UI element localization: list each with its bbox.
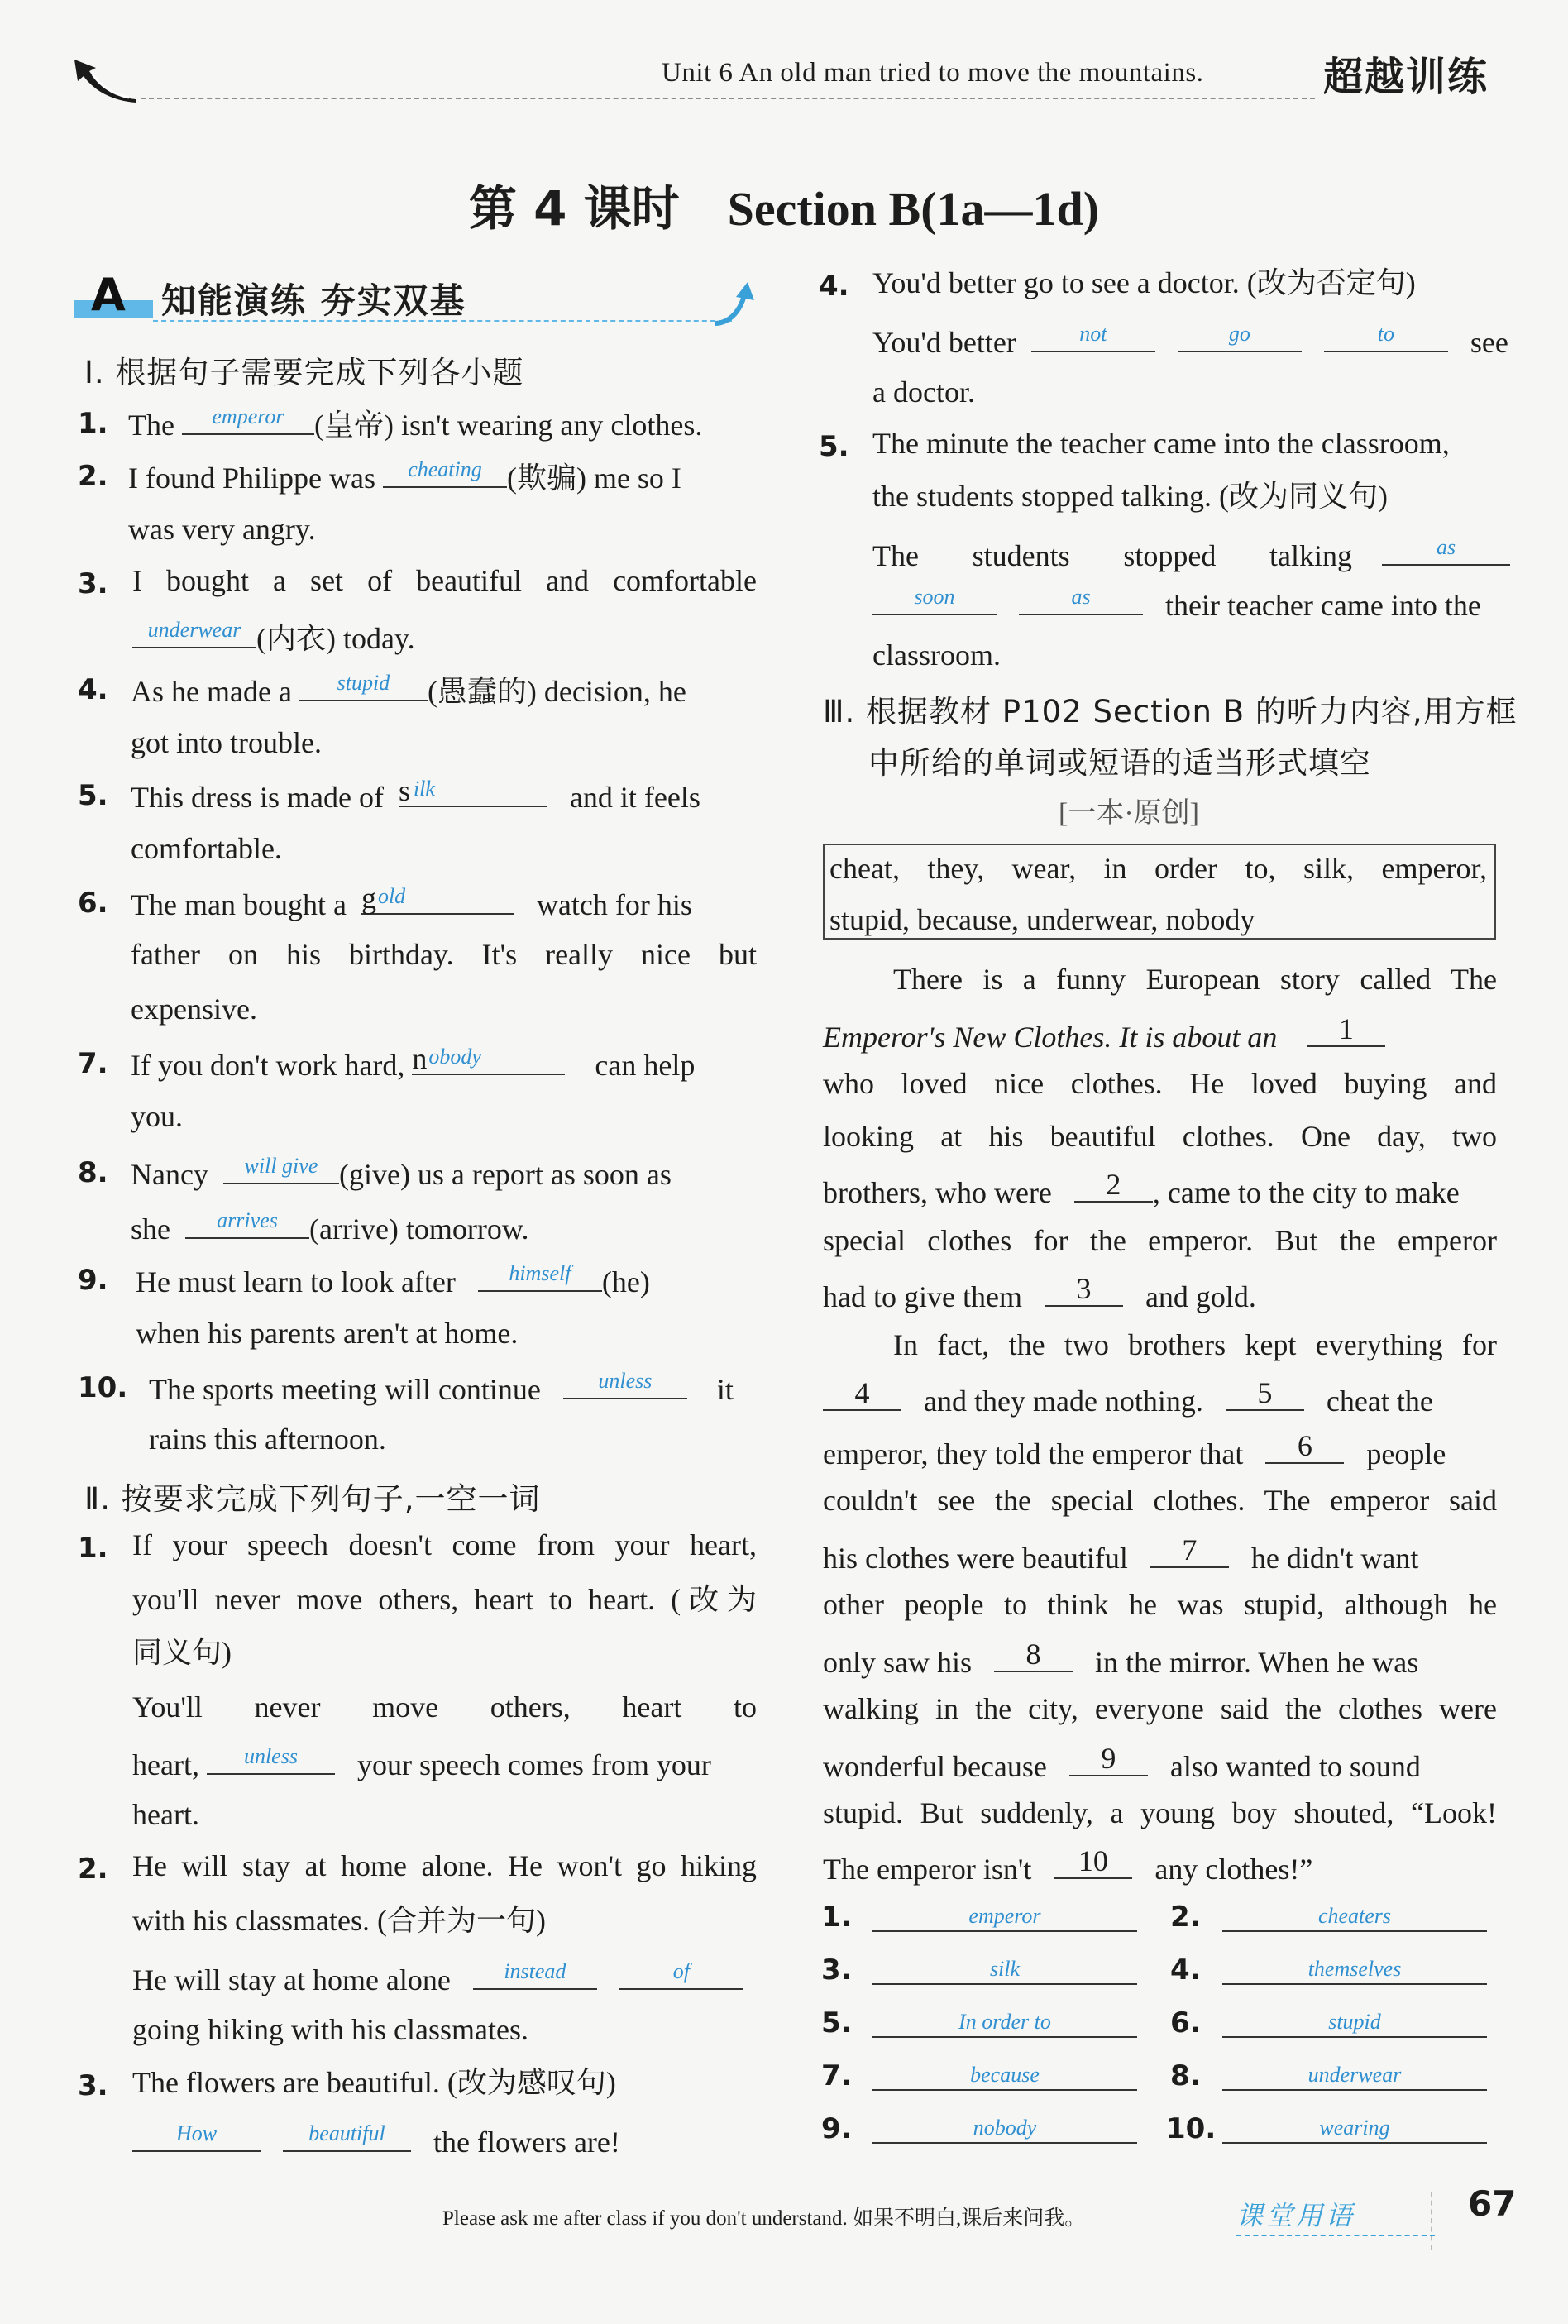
answer-blank: beautiful <box>283 2122 411 2152</box>
answer-number: 6. <box>1170 2006 1201 2039</box>
question-line: got into trouble. <box>131 726 322 759</box>
passage-blank: 3 <box>1045 1277 1123 1307</box>
question-line: This dress is made of s ilk and it feels <box>131 774 700 814</box>
answer-blank: himself <box>478 1262 602 1292</box>
answer-number: 3. <box>821 1953 852 1987</box>
question-line: she arrives (arrive) tomorrow. <box>131 1208 529 1246</box>
footer-divider <box>1236 2235 1435 2236</box>
answer-number: 10. <box>1166 2112 1217 2145</box>
section-name: Section B(1a—1d) <box>727 182 1100 236</box>
passage-blank: 1 <box>1307 1017 1385 1047</box>
passage-blank: 5 <box>1226 1381 1304 1411</box>
question-line: rains this afternoon. <box>149 1423 386 1456</box>
answer-number: 4. <box>1170 1953 1201 1987</box>
answer-blank: not <box>1031 323 1155 352</box>
answer-line: because <box>872 2061 1137 2091</box>
question-line: heart. <box>132 1798 199 1831</box>
q-number: 4. <box>78 673 108 706</box>
q-number: 3. <box>78 567 108 600</box>
question-line: underwear (内衣) today. <box>132 619 415 653</box>
part2-heading: Ⅱ. 按要求完成下列句子,一空一词 <box>84 1481 541 1517</box>
question-line: the students stopped talking. (改为同义句) <box>872 480 1388 513</box>
answer-blank: g old <box>361 885 514 915</box>
question-line: The flowers are beautiful. (改为感叹句) <box>132 2066 616 2099</box>
answer-line: cheaters <box>1222 1902 1487 1932</box>
q-number: 6. <box>78 887 108 920</box>
passage-line: only saw his 8 in the mirror. When he was <box>823 1638 1419 1679</box>
passage-line: emperor, they told the emperor that 6 people <box>823 1429 1446 1470</box>
part3-heading: Ⅲ. 根据教材 P102 Section B 的听力内容,用方框 <box>823 694 1518 729</box>
answer-blank: arrives <box>185 1209 309 1239</box>
passage-line: 4 and they made nothing. 5 cheat the <box>823 1381 1433 1416</box>
answer-number: 9. <box>821 2112 852 2145</box>
answer-number: 7. <box>821 2059 852 2092</box>
passage-blank: 4 <box>823 1381 901 1411</box>
question-line: Nancy will give (give) us a report as soon as <box>131 1154 672 1191</box>
passage-blank: 7 <box>1150 1538 1229 1568</box>
passage-blank: 8 <box>994 1643 1073 1672</box>
question-line: you. <box>131 1100 183 1133</box>
passage-line: who loved nice clothes. He loved buying and <box>823 1067 1497 1100</box>
passage-line: The emperor isn't 10 any clothes!” <box>823 1844 1313 1886</box>
answer-blank: stupid <box>299 672 428 701</box>
q-number: 1. <box>78 1532 108 1565</box>
banner-letter: A <box>91 269 126 321</box>
q-number: 1. <box>78 407 108 440</box>
passage-line: brothers, who were 2 , came to the city to make <box>823 1168 1460 1209</box>
answer-line: wearing <box>1222 2114 1487 2144</box>
answer-blank: How <box>132 2122 261 2152</box>
question-line: was very angry. <box>128 513 316 546</box>
question-line: classroom. <box>872 638 1001 672</box>
question-line: I bought a set of beautiful and comfortable <box>132 564 757 597</box>
answer-number: 8. <box>1170 2059 1201 2092</box>
question-line: If your speech doesn't come from your heart, <box>132 1528 757 1561</box>
lesson-number: 第 4 课时 <box>468 180 680 237</box>
q-number: 9. <box>78 1264 108 1297</box>
page-title <box>0 170 1568 239</box>
back-arrow-icon <box>71 56 137 104</box>
question-line: comfortable. <box>131 832 282 865</box>
question-line: 同义句) <box>132 1636 232 1669</box>
passage-blank: 10 <box>1054 1849 1132 1879</box>
word-box-line: cheat, they, wear, in order to, silk, emperor, <box>829 852 1487 885</box>
passage-line: couldn't see the special clothes. The emperor said <box>823 1484 1497 1517</box>
question-line: The students stopped talking as <box>872 536 1510 571</box>
answer-blank: go <box>1178 323 1302 352</box>
q-number: 3. <box>78 2069 108 2102</box>
passage-line: other people to think he was stupid, although he <box>823 1588 1497 1621</box>
question-line: You'd better not go to see <box>872 322 1508 359</box>
question-line: soon as their teacher came into the <box>872 586 1481 620</box>
part1-heading: Ⅰ. 根据句子需要完成下列各小题 <box>84 355 524 390</box>
question-line: The sports meeting will continue unless it <box>149 1369 734 1406</box>
question-line: You'd better go to see a doctor. (改为否定句) <box>872 266 1416 299</box>
question-line: How beautiful the flowers are! <box>132 2122 620 2157</box>
q-number: 7. <box>78 1047 108 1080</box>
question-line: a doctor. <box>872 375 975 409</box>
q-number: 5. <box>78 779 108 812</box>
curl-arrow-icon <box>711 277 761 327</box>
question-line: The minute the teacher came into the classroom, <box>872 427 1450 460</box>
answer-line: themselves <box>1222 1955 1487 1985</box>
section-banner <box>74 269 753 332</box>
answer-line: emperor <box>872 1902 1137 1932</box>
question-line: The emperor (皇帝) isn't wearing any clothes. <box>128 404 703 442</box>
answer-line: underwear <box>1222 2061 1487 2091</box>
footer-separator <box>1431 2192 1432 2250</box>
passage-line: stupid. But suddenly, a young boy shouted, “Look! <box>823 1796 1497 1829</box>
q-number: 4. <box>819 270 849 303</box>
passage-blank: 9 <box>1069 1747 1148 1776</box>
passage-line: wonderful because 9 also wanted to sound <box>823 1742 1421 1783</box>
source-tag: [一本·原创] <box>1059 798 1199 829</box>
question-line: with his classmates. (合并为一句) <box>132 1904 546 1937</box>
passage-line: walking in the city, everyone said the clothes were <box>823 1692 1497 1725</box>
passage-line: looking at his beautiful clothes. One day, two <box>823 1120 1497 1153</box>
question-line: He must learn to look after himself (he) <box>136 1261 650 1298</box>
q-number: 2. <box>78 1853 108 1886</box>
banner-text: 知能演练 夯实双基 <box>161 280 466 321</box>
answer-blank: unless <box>563 1370 687 1399</box>
answer-blank: unless <box>207 1745 335 1775</box>
answer-number: 2. <box>1170 1901 1201 1934</box>
answer-blank: n obody <box>412 1045 565 1075</box>
q-number: 10. <box>78 1371 128 1404</box>
header-divider <box>141 98 1315 99</box>
answer-line: stupid <box>1222 2008 1487 2038</box>
answer-blank: as <box>1382 536 1510 566</box>
question-line: If you don't work hard, n obody can help <box>131 1042 696 1082</box>
answer-blank: soon <box>872 586 997 615</box>
q-number: 2. <box>78 460 108 493</box>
passage-line: There is a funny European story called The <box>893 963 1497 996</box>
answer-blank: as <box>1019 586 1143 615</box>
passage-line: Emperor's New Clothes. It is about an 1 <box>823 1017 1385 1052</box>
answer-line: nobody <box>872 2114 1137 2144</box>
q-number: 8. <box>78 1156 108 1189</box>
question-line: heart, unless your speech comes from your <box>132 1744 711 1781</box>
question-line: He will stay at home alone. He won't go hiking <box>132 1849 757 1882</box>
question-line: I found Philippe was cheating (欺骗) me so I <box>128 457 681 495</box>
answer-blank: to <box>1324 323 1448 352</box>
footer-phrase: Please ask me after class if you don't understand. 如果不明白,课后来问我。 <box>442 2207 1086 2230</box>
question-line: The man bought a g old watch for his <box>131 882 692 921</box>
part3-heading-cont: 中所给的单词或短语的适当形式填空 <box>868 745 1371 781</box>
answer-blank: instead <box>473 1960 597 1990</box>
question-line: going hiking with his classmates. <box>132 2013 528 2046</box>
brand-title: 超越训练 <box>1323 54 1489 100</box>
passage-line: his clothes were beautiful 7 he didn't want <box>823 1533 1419 1575</box>
passage-line: had to give them 3 and gold. <box>823 1272 1256 1313</box>
question-line: As he made a stupid (愚蠢的) decision, he <box>131 671 686 708</box>
passage-line: special clothes for the emperor. But the emperor <box>823 1224 1497 1257</box>
banner-divider <box>153 320 732 322</box>
answer-blank: will give <box>223 1155 339 1184</box>
question-line: you'll never move others, heart to heart. (改为 <box>132 1583 757 1616</box>
footer-brand: 课堂用语 <box>1236 2200 1356 2231</box>
answer-number: 5. <box>821 2006 852 2039</box>
passage-line: In fact, the two brothers kept everything for <box>893 1328 1497 1361</box>
answer-line: In order to <box>872 2008 1137 2038</box>
passage-blank: 2 <box>1074 1173 1153 1203</box>
answer-blank: emperor <box>182 405 314 435</box>
answer-blank: s ilk <box>399 777 547 807</box>
page-number: 67 <box>1468 2183 1517 2224</box>
unit-title: Unit 6 An old man tried to move the mountains. <box>662 58 1204 88</box>
q-number: 5. <box>819 430 849 463</box>
question-line: He will stay at home alone instead of <box>132 1960 743 1995</box>
question-line: father on his birthday. It's really nice but <box>131 938 757 971</box>
answer-blank: underwear <box>132 619 256 648</box>
answer-number: 1. <box>821 1901 852 1934</box>
answer-line: silk <box>872 1955 1137 1985</box>
answer-blank: cheating <box>383 458 507 488</box>
question-line: You'll never move others, heart to <box>132 1690 757 1724</box>
question-line: when his parents aren't at home. <box>136 1317 519 1350</box>
word-box-line: stupid, because, underwear, nobody <box>829 903 1255 936</box>
question-line: expensive. <box>131 992 257 1026</box>
answer-blank: of <box>619 1960 743 1990</box>
passage-blank: 6 <box>1265 1434 1344 1464</box>
